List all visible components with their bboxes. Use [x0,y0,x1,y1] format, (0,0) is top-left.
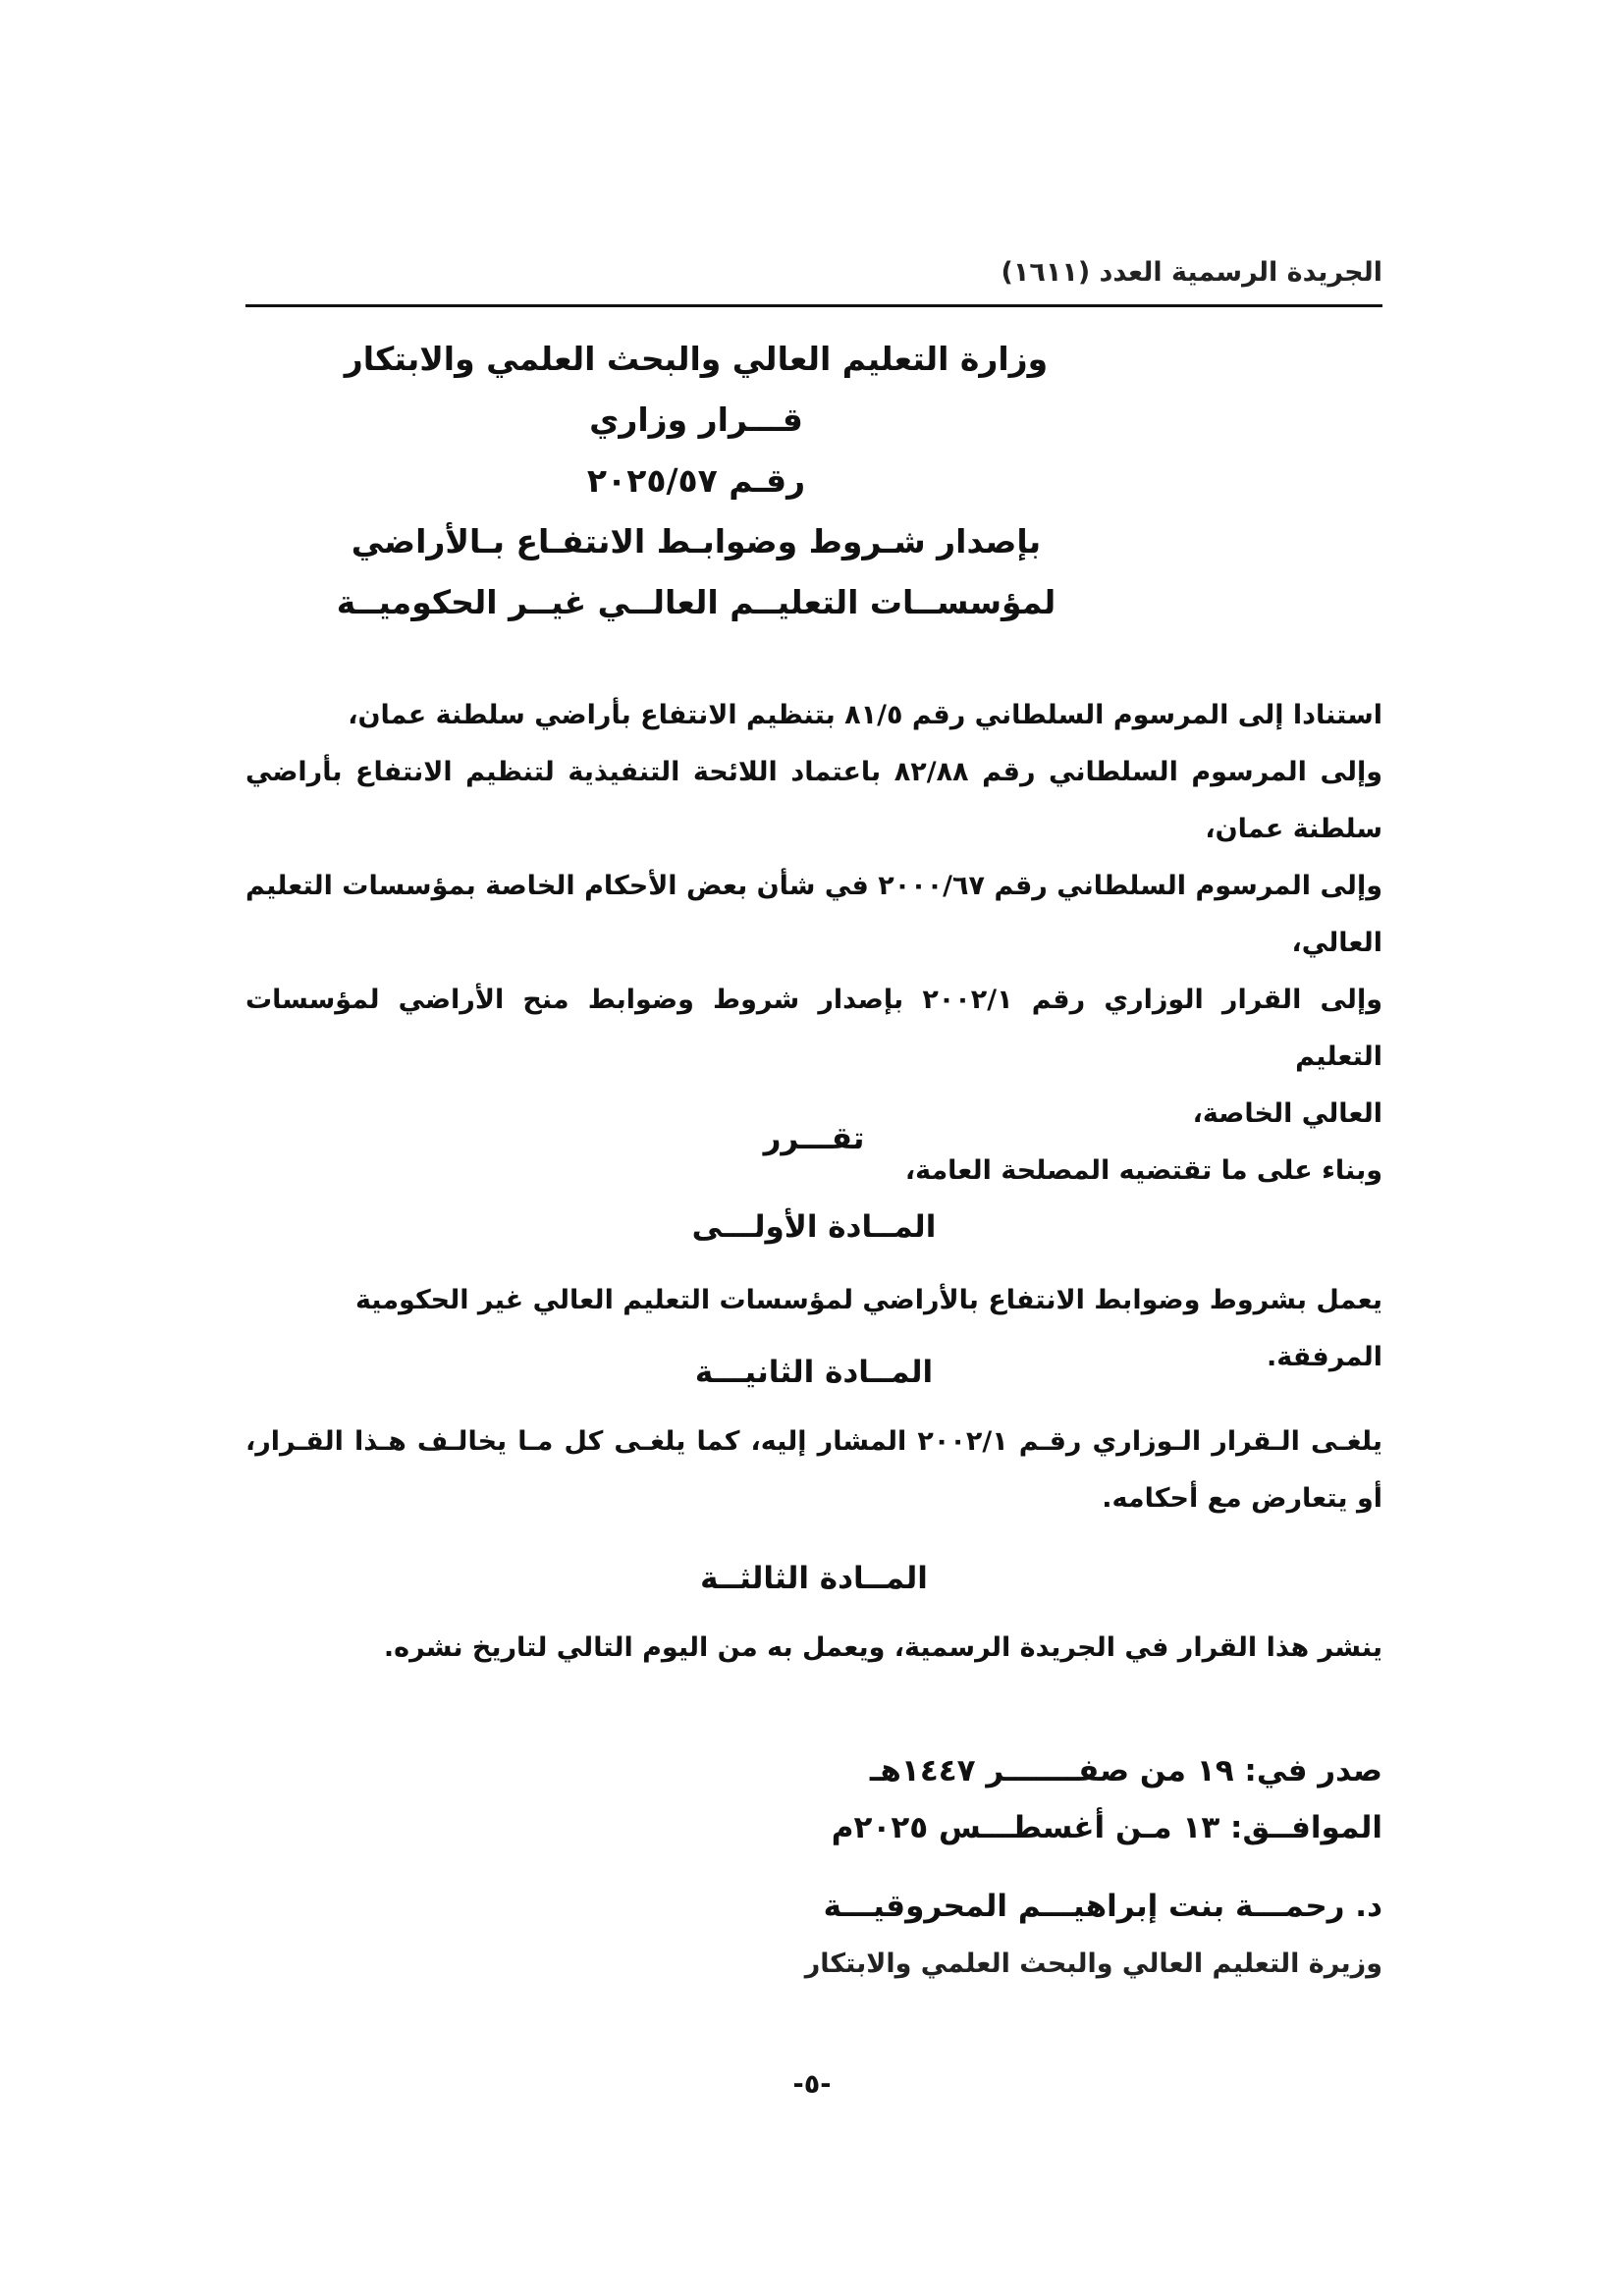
preamble-line: وإلى المرسوم السلطاني رقم ٨٢/٨٨ باعتماد اللائحة التنفيذية لتنظيم الانتفاع بأراضي [245,757,1382,787]
decision-subject-line-2: لمؤسســات التعليــم العالــي غيــر الحكوميــة [336,583,1056,621]
preamble-line: وإلى المرسوم السلطاني رقم ٢٠٠٠/٦٧ في شأن بعض الأحكام الخاصة بمؤسسات التعليم العالي، [245,871,1382,958]
preamble-line: سلطنة عمان، [1205,814,1382,844]
page-number: -٥- [792,2069,832,2100]
signature-block [245,1877,1382,1993]
signatory-name: د. رحمـــة بنت إبراهيـــم المحروقيـــة [823,1889,1382,1924]
decision-type: قـــرار وزاري [589,400,803,439]
preamble-line: استنادا إلى المرسوم السلطاني رقم ٨١/٥ بتنظيم الانتفاع بأراضي سلطنة عمان، [348,700,1382,730]
header-divider [245,304,1382,307]
decision-title-block [245,329,1382,633]
article-2-line: أو يتعارض مع أحكامه. [1102,1483,1382,1514]
issue-dates [245,1742,1382,1856]
ministry-name: وزارة التعليم العالي والبحث العلمي والابتكار [344,340,1049,378]
article-2-text [245,1414,1382,1527]
decision-number: رقـم ٢٠٢٥/٥٧ [586,461,806,500]
decides-heading: تقـــرر [763,1121,865,1156]
preamble-line: وإلى القرار الوزاري رقم ٢٠٠٢/١ بإصدار شروط وضوابط منح الأراضي لمؤسسات التعليم [245,985,1382,1072]
article-1-heading: المــادة الأولـــى [691,1209,937,1245]
article-3-heading: المــادة الثالثــة [700,1561,928,1596]
decision-subject-line-1: بإصدار شـروط وضوابـط الانتفـاع بـالأراضي [351,522,1042,561]
article-1-text: يعمل بشروط وضوابط الانتفاع بالأراضي لمؤسسات التعليم العالي غير الحكومية المرفقة. [354,1285,1382,1372]
hijri-date: صدر في: ١٩ من صفـــــــر ١٤٤٧هـ [869,1753,1382,1789]
preamble-line: وبناء على ما تقتضيه المصلحة العامة، [904,1155,1382,1186]
preamble-line: العالي الخاصة، [1192,1098,1382,1129]
article-3-text: ينشر هذا القرار في الجريدة الرسمية، ويعمل به من اليوم التالي لتاريخ نشره. [383,1632,1382,1663]
gregorian-date: الموافــق: ١٣ مـن أغسطـــس ٢٠٢٥م [831,1810,1382,1845]
running-header: الجريدة الرسمية العدد (١٦١١) [1001,257,1382,288]
article-2-heading: المــادة الثانيـــة [694,1355,934,1390]
signatory-title: وزيرة التعليم العالي والبحث العلمي والابتكار [804,1949,1382,1979]
article-2-line: يلغـى الـقرار الـوزاري رقـم ٢٠٠٢/١ المشار إليه، كما يلغـى كل مـا يخالـف هـذا القـرار، [245,1426,1382,1457]
